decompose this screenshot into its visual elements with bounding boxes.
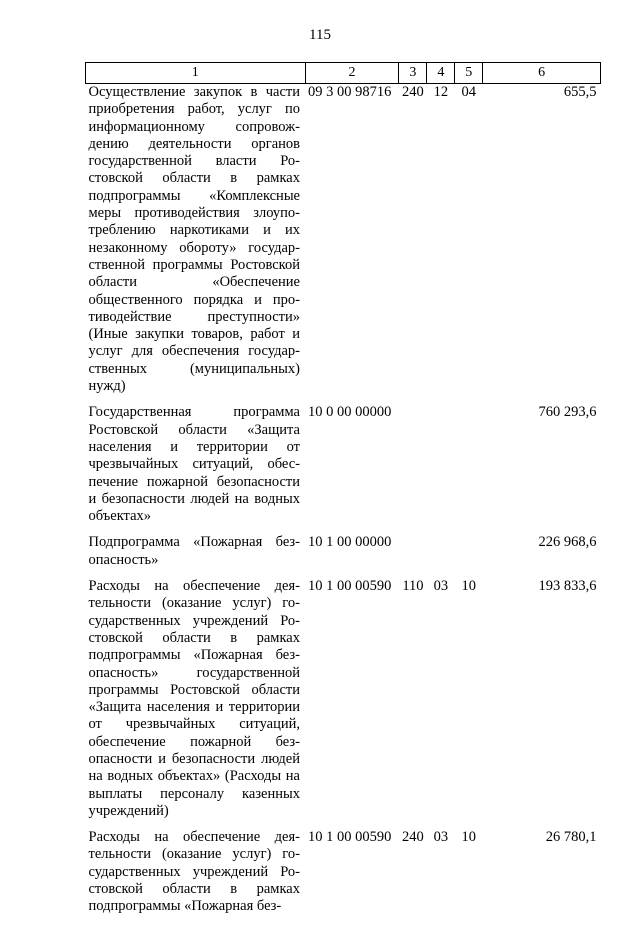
row-target-article-code: 10 0 00 00000 [308, 404, 392, 421]
row-section-code [427, 534, 455, 578]
row-subsection-code [455, 404, 483, 534]
budget-table [85, 62, 601, 925]
row-subsection-code [455, 534, 483, 578]
row-subsection-code: 04 [461, 84, 477, 100]
header-cell-2: 2 [305, 63, 399, 84]
row-expense-type-code [399, 404, 427, 534]
row-name: Расходы на обеспечение деятельности (оказание услуг) государственных учреждений Ростовской области в рамках подпрограммы «Пожарная безопасность» государственной программы Ростовской области «Защита населения и территории от чрезвычайных ситуаций, обеспечение пожарной безопасности и безопасности людей на водных объектах» (Расходы на выплаты персоналу казенных учреждений) [88, 578, 300, 819]
table-row [86, 578, 601, 829]
row-section-code: 03 [433, 829, 449, 846]
row-name: Осуществление закупок в части приобретения работ, услуг по информационному сопровождению деятельности органов государственной власти Ростовской области в рамках подпрограммы «Комплексные меры противодействия злоупотреблению наркотиками и их незаконному обороту» государственной программы Ростовской области «Обеспечение общественного порядка и противодействие преступности» (Иные закупки товаров, работ и услуг для обеспечения государственных (муниципальных) нужд) [88, 84, 300, 395]
row-target-article-code: 10 1 00 00000 [308, 534, 392, 551]
row-amount: 226 968,6 [538, 534, 597, 551]
header-cell-4: 4 [427, 63, 455, 84]
row-amount: 193 833,6 [538, 578, 597, 595]
header-row [86, 63, 601, 84]
table-body [86, 84, 601, 925]
row-expense-type-code: 110 [402, 578, 424, 595]
table-row [86, 404, 601, 534]
table-row [86, 84, 601, 405]
row-amount: 760 293,6 [538, 404, 597, 421]
table-header [86, 63, 601, 84]
row-name: Государственная программа Ростовской области «Защита населения и территории от чрезвычайных ситуаций, обеспечение пожарной безопасности и безопасности людей на водных объектах» [88, 404, 300, 525]
row-target-article-code: 10 1 00 00590 [308, 578, 392, 595]
row-expense-type-code [399, 534, 427, 578]
row-amount: 26 780,1 [545, 829, 597, 846]
table-row [86, 829, 601, 924]
header-cell-3: 3 [399, 63, 427, 84]
row-expense-type-code: 240 [402, 84, 424, 100]
row-section-code: 03 [433, 578, 449, 595]
header-cell-5: 5 [455, 63, 483, 84]
row-section-code [427, 404, 455, 534]
row-amount: 655,5 [563, 84, 597, 100]
row-name: Расходы на обеспечение деятельности (оказание услуг) государственных учреждений Ростовской области в рамках подпрограммы «Пожарная без- [88, 829, 300, 915]
row-target-article-code: 10 1 00 00590 [308, 829, 392, 846]
row-target-article-code: 09 3 00 98716 [308, 84, 392, 100]
row-section-code: 12 [433, 84, 449, 100]
table-row [86, 534, 601, 578]
page-number: 115 [309, 27, 331, 43]
header-cell-1: 1 [86, 63, 306, 84]
header-cell-6: 6 [483, 63, 601, 84]
row-subsection-code: 10 [461, 578, 477, 595]
row-expense-type-code: 240 [402, 829, 424, 846]
row-subsection-code: 10 [461, 829, 477, 846]
row-name: Подпрограмма «Пожарная безопасность» [88, 534, 300, 568]
